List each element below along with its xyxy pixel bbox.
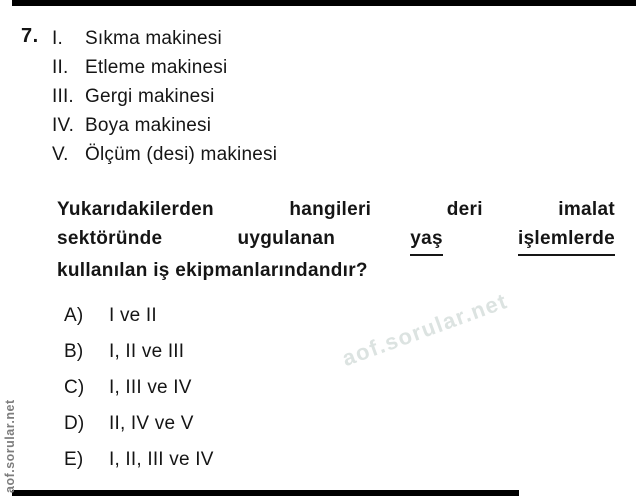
answer-options — [64, 300, 214, 480]
list-item-text: Sıkma makinesi — [85, 28, 222, 49]
list-item — [52, 111, 277, 140]
question-word: sektöründe — [57, 228, 163, 249]
list-numeral: III. — [52, 86, 74, 107]
option-text: II, IV ve V — [109, 413, 194, 434]
question-word: deri — [446, 199, 483, 220]
question-word: uygulanan — [237, 228, 336, 249]
list-item — [52, 82, 277, 111]
list-numeral: II. — [52, 57, 69, 78]
list-item-text: Boya makinesi — [85, 115, 212, 136]
watermark-vertical: aof.sorular.net — [3, 399, 17, 493]
list-item — [52, 53, 277, 82]
option-label: C) — [64, 377, 85, 398]
question-word: imalat — [558, 199, 615, 220]
question-line-3: kullanılan iş ekipmanlarındandır? — [57, 260, 368, 281]
option-label: D) — [64, 413, 85, 434]
option-row-a — [64, 300, 214, 336]
page-bottom-rule — [12, 490, 519, 496]
list-numeral: IV. — [52, 115, 75, 136]
option-label: A) — [64, 305, 84, 326]
option-text: I ve II — [109, 305, 157, 326]
question-word-underlined: yaş — [410, 224, 443, 256]
question-line-1 — [57, 195, 615, 224]
question-word-underlined: işlemlerde — [518, 224, 615, 256]
list-item-text: Gergi makinesi — [85, 86, 215, 107]
option-row-b — [64, 336, 214, 372]
list-item — [52, 24, 277, 53]
question-word: Yukarıdakilerden — [57, 199, 214, 220]
option-label: E) — [64, 449, 84, 470]
option-text: I, II, III ve IV — [109, 449, 214, 470]
option-text: I, III ve IV — [109, 377, 192, 398]
question-line-2 — [57, 224, 615, 256]
question-text — [57, 195, 615, 285]
option-row-e — [64, 444, 214, 480]
list-item — [52, 140, 277, 169]
option-label: B) — [64, 341, 84, 362]
page-top-rule — [12, 0, 636, 6]
question-number: 7. — [21, 25, 39, 47]
option-text: I, II ve III — [109, 341, 185, 362]
roman-numeral-list — [52, 24, 277, 169]
list-numeral: V. — [52, 144, 69, 165]
option-row-c — [64, 372, 214, 408]
list-numeral: I. — [52, 28, 63, 49]
option-row-d — [64, 408, 214, 444]
list-item-text: Etleme makinesi — [85, 57, 228, 78]
watermark-diagonal: aof.sorular.net — [338, 288, 511, 372]
question-word: hangileri — [289, 199, 372, 220]
list-item-text: Ölçüm (desi) makinesi — [85, 144, 278, 165]
